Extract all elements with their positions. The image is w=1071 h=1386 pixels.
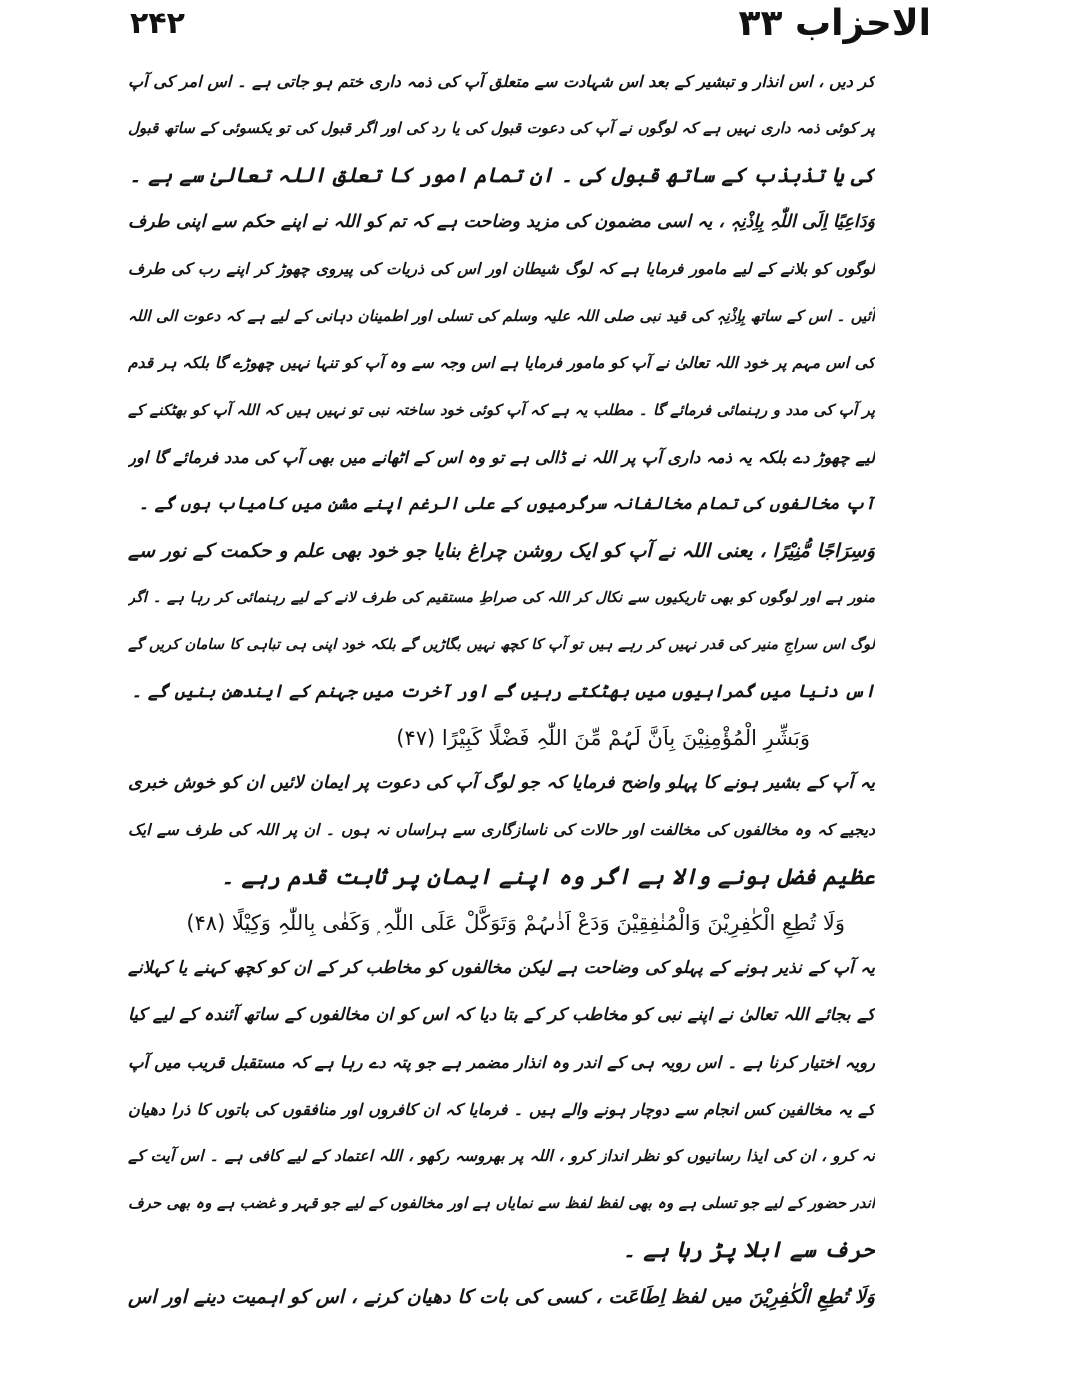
text-line: یہ آپ کے بشیر ہونے کا پہلو واضح فرمایا کہ جو لوگ آپ کی دعوت پر ایمان لائیں ان کو خوش خبری (128, 773, 875, 793)
text-line: وَدَاعِیًا اِلَی اللّٰہِ بِاِذْنِہٖ ، یہ اسی مضمون کی مزید وضاحت ہے کہ تم کو اللہ نے اپنے حکم سے اپنی طرف (128, 212, 875, 232)
text-line: وَلَا تُطِعِ الْکٰفِرِیْنَ میں لفظ اِطَاعَت ، کسی کی بات کا دھیان کرنے ، اس کو اہمیت دینے اور اس (128, 1286, 875, 1308)
text-line: نہ کرو ، ان کی ایذا رسانیوں کو نظر انداز کرو ، اللہ پر بھروسہ رکھو ، اللہ اعتماد کے لیے کافی ہے ۔ اس آیت کے (128, 1147, 875, 1165)
text-line: کے یہ مخالفین کس انجام سے دوچار ہونے والے ہیں ۔ فرمایا کہ ان کافروں اور منافقوں کی باتوں کا ذرا دھیان (128, 1100, 875, 1119)
text-line: کر دیں ، اس انذار و تبشیر کے بعد اس شہادت سے متعلق آپ کی ذمہ داری ختم ہو جاتی ہے ۔ اس امر کی آپ (128, 72, 875, 91)
text-line: یہ آپ کے نذیر ہونے کے پہلو کی وضاحت ہے لیکن مخالفوں کو مخاطب کر کے ان کو کچھ کہنے یا کہلانے (128, 958, 875, 978)
text-line: وَسِرَاجًا مُّنِیْرًا ، یعنی اللہ نے آپ کو ایک روشن چراغ بنایا جو خود بھی علم و حکمت کے نور سے (128, 540, 875, 562)
text-line: لوگوں کو بلانے کے لیے مامور فرمایا ہے کہ لوگ شیطان اور اس کی ذریات کی پیروی چھوڑ کر اپنے رب کی طرف (128, 260, 875, 278)
text-line: منور ہے اور لوگوں کو بھی تاریکیوں سے نکال کر اللہ کی صراطِ مستقیم کی طرف لانے کے لیے رہنمائی کر رہا ہے ۔ اگر (128, 590, 875, 606)
text-line: دیجیے کہ وہ مخالفوں کی مخالفت اور حالات کی ناسازگاری سے ہراساں نہ ہوں ۔ ان پر اللہ کی طرف سے ایک (128, 821, 875, 839)
quran-verse-47: وَبَشِّرِ الْمُؤْمِنِیْنَ بِاَنَّ لَہُمْ مِّنَ اللّٰہِ فَضْلًا کَبِیْرًا (۴۷) (396, 726, 810, 750)
text-line: کے بجائے اللہ تعالیٰ نے اپنے نبی کو مخاطب کر کے بتا دیا کہ اس کو ان مخالفوں کے ساتھ آئندہ کے لیے کیا (128, 1005, 875, 1025)
page-header (130, 2, 931, 50)
text-line: پر کوئی ذمہ داری نہیں ہے کہ لوگوں نے آپ کی دعوت قبول کی یا رد کی اور اگر قبول کی تو یکسوئی کے ساتھ قبول (128, 119, 875, 137)
surah-title: الاحزاب ۳۳ (738, 3, 931, 44)
text-line: آئیں ۔ اس کے ساتھ بِاِذْنِہٖ کی قید نبی صلی اللہ علیہ وسلم کی تسلی اور اطمینان دہانی کے لیے ہے کہ دعوت الی اللہ (128, 307, 875, 325)
text-line: آپ مخالفوں کی تمام مخالفانہ سرگرمیوں کے علی الرغم اپنے مشن میں کامیاب ہوں گے ۔ (138, 494, 875, 514)
quran-verse-48: وَلَا تُطِعِ الْکٰفِرِیْنَ وَالْمُنٰفِقِیْنَ وَدَعْ اَذٰىہُمْ وَتَوَکَّلْ عَلَی اللّٰہِ ۭ وَکَفٰی بِاللّٰہِ وَکِیْلًا (۴۸) (186, 911, 845, 935)
commentary-text (128, 58, 875, 1321)
text-line: عظیم فضل ہونے والا ہے اگر وہ اپنے ایمان پر ثابت قدم رہے ۔ (221, 865, 875, 890)
text-line: رویہ اختیار کرنا ہے ۔ اس رویہ ہی کے اندر وہ انذار مضمر ہے جو پتہ دے رہا ہے کہ مستقبل قریب میں آپ (128, 1053, 875, 1072)
page-number: ۲۴۲ (130, 6, 185, 41)
text-line: لوگ اس سراجِ منیر کی قدر نہیں کر رہے ہیں تو آپ کا کچھ نہیں بگاڑیں گے بلکہ خود اپنی ہی تباہی کا سامان کریں گے (128, 637, 875, 653)
text-line: حرف سے ابلا پڑ رہا ہے ۔ (622, 1238, 875, 1263)
text-line: پر آپ کی مدد و رہنمائی فرمائے گا ۔ مطلب یہ ہے کہ آپ کوئی خود ساختہ نبی تو نہیں ہیں کہ اللہ آپ کو بھٹکنے کے (128, 401, 875, 419)
text-line: کی اس مہم پر خود اللہ تعالیٰ نے آپ کو مامور فرمایا ہے اس وجہ سے وہ آپ کو تنہا نہیں چھوڑے گا بلکہ ہر قدم (128, 354, 875, 372)
text-line: اس دنیا میں گمراہیوں میں بھٹکتے رہیں گے اور آخرت میں جہنم کے ایندھن بنیں گے ۔ (131, 682, 875, 702)
text-line: کی یا تذبذب کے ساتھ قبول کی ۔ ان تمام امور کا تعلق اللہ تعالیٰ سے ہے ۔ (129, 163, 875, 187)
text-line: لیے چھوڑ دے بلکہ یہ ذمہ داری آپ پر اللہ نے ڈالی ہے تو وہ اس کے اٹھانے میں بھی آپ کی مدد فرمائے گا اور (128, 448, 875, 467)
text-line: اندر حضور کے لیے جو تسلی ہے وہ بھی لفظ لفظ سے نمایاں ہے اور مخالفوں کے لیے جو قہر و غضب ہے وہ بھی حرف (128, 1194, 875, 1212)
